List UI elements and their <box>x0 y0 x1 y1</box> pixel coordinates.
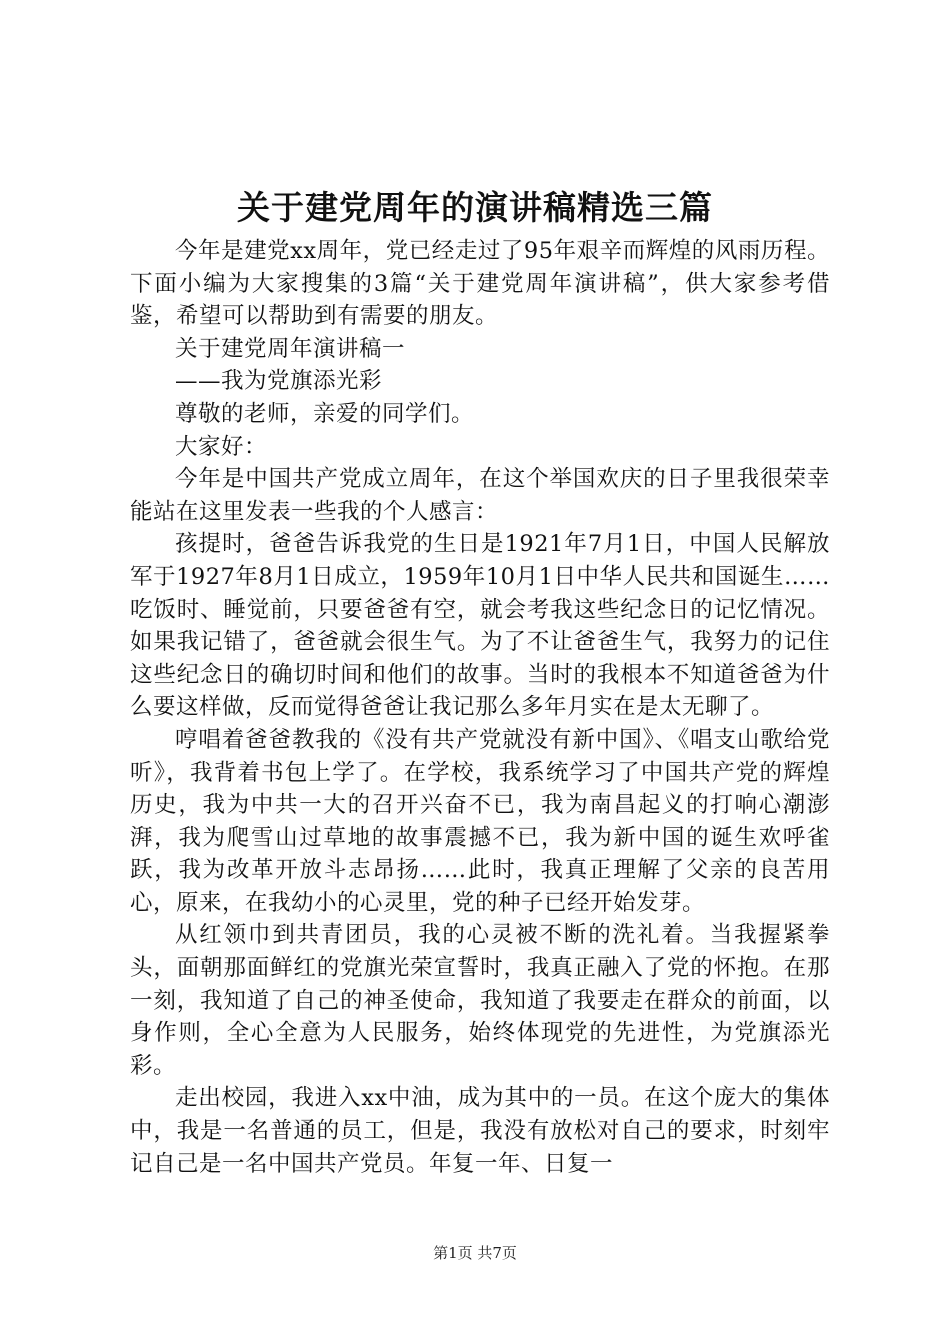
intro-paragraph: 今年是建党xx周年，党已经走过了95年艰辛而辉煌的风雨历程。下面小编为大家搜集的3篇“关于建党周年演讲稿”，供大家参考借鉴，希望可以帮助到有需要的朋友。 <box>130 238 830 330</box>
body-paragraph: 走出校园，我进入xx中油，成为其中的一员。在这个庞大的集体中，我是一名普通的员工，但是，我没有放松对自己的要求，时刻牢记自己是一名中国共产党员。年复一年、日复一 <box>130 1085 830 1177</box>
body-paragraph: 哼唱着爸爸教我的《没有共产党就没有新中国》、《唱支山歌给党听》，我背着书包上学了。在学校，我系统学习了中国共产党的辉煌历史，我为中共一大的召开兴奋不已，我为南昌起义的打响心潮澎湃，我为爬雪山过草地的故事震撼不已，我为新中国的诞生欢呼雀跃，我为改革开放斗志昂扬……此时，我真正理解了父亲的良苦用心，原来，在我幼小的心灵里，党的种子已经开始发芽。 <box>130 726 830 916</box>
body-paragraph: 孩提时，爸爸告诉我党的生日是1921年7月1日，中国人民解放军于1927年8月1日成立，1959年10月1日中华人民共和国诞生……吃饭时、睡觉前，只要爸爸有空，就会考我这些纪念日的记忆情况。如果我记错了，爸爸就会很生气。为了不让爸爸生气，我努力的记住这些纪念日的确切时间和他们的故事。当时的我根本不知道爸爸为什么要这样做，反而觉得爸爸让我记那么多年月实在是太无聊了。 <box>130 531 830 721</box>
speech-subtitle: ——我为党旗添光彩 <box>175 368 383 395</box>
speech-heading: 关于建党周年演讲稿一 <box>175 335 406 362</box>
page-number-footer: 第1页 共7页 <box>433 1244 517 1262</box>
document-body <box>130 235 830 1180</box>
body-paragraph: 从红领巾到共青团员，我的心灵被不断的洗礼着。当我握紧拳头，面朝那面鲜红的党旗光荣宣誓时，我真正融入了党的怀抱。在那一刻，我知道了自己的神圣使命，我知道了我要走在群众的前面，以身作则，全心全意为人民服务，始终体现党的先进性，为党旗添光彩。 <box>130 922 830 1079</box>
body-paragraph: 今年是中国共产党成立周年，在这个举国欢庆的日子里我很荣幸能站在这里发表一些我的个人感言： <box>130 466 830 525</box>
greeting: 大家好： <box>175 433 268 460</box>
salutation: 尊敬的老师，亲爱的同学们。 <box>175 400 475 427</box>
document-title: 关于建党周年的演讲稿精选三篇 <box>237 188 713 227</box>
